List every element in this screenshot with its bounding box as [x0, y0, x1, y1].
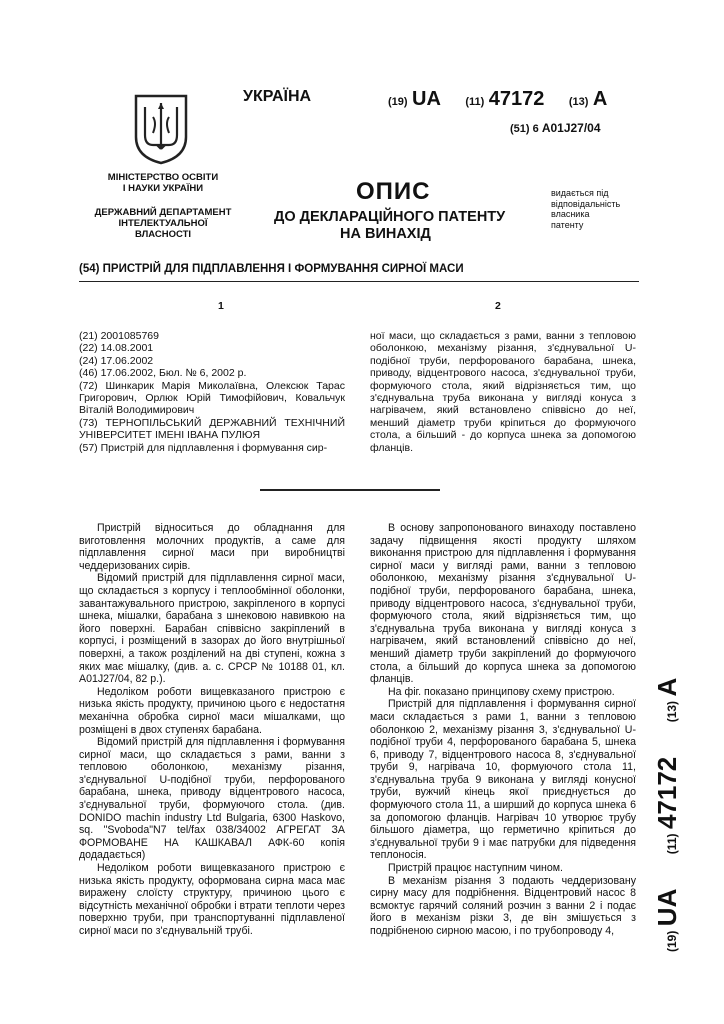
field-72-inventors: (72) Шинкарик Марія Миколаївна, Олексюк Тарас Григорович, Орлюк Юрій Тимофійович, Ковальчук Віталій Володимирович — [79, 379, 345, 417]
country-name: УКРАЇНА — [243, 88, 312, 105]
issued-note — [551, 188, 620, 230]
coat-of-arms-emblem — [133, 93, 189, 165]
paragraph: Недоліком роботи вищевказаного пристрою є низька якість продукту, оформована сирна маса має виражену слоїсту структуру, причиною цього є відсутність механічної обробки і втрати теплоти через поверхню труби, при транспортуванні підплавленої сирної маси по з'єднувальній трубі. — [79, 862, 345, 937]
department-name — [82, 207, 244, 240]
ministry-line-2: І НАУКИ УКРАЇНИ — [122, 183, 204, 194]
paragraph: Недоліком роботи вищевказаного пристрою є низька якість продукту, причиною цього є недостатня механічна обробка сирної маси мішалками, що розміщені в двох ступенях барабана. — [79, 685, 345, 736]
invention-title: (54) ПРИСТРІЙ ДЛЯ ПІДПЛАВЛЕННЯ І ФОРМУВАННЯ СИРНОЇ МАСИ — [79, 263, 464, 275]
column-number-2: 2 — [495, 300, 501, 312]
ministry-line-1: МІНІСТЕРСТВО ОСВІТИ — [107, 172, 219, 183]
issued-note-line-1: видається під — [551, 188, 609, 198]
paragraph: Пристрій відноситься до обладнання для виготовлення молочних продуктів, а саме для підплавлення сирної маси при виробництві чеддеризованих сирів. — [79, 522, 345, 572]
paragraph: Пристрій для підплавлення і формування сирної маси складається з рами 1, ванни з тепловою оболонкою 2, механізму різання 3, з'єднувальної U-подібної труби 4, перфорованого барабана 5, шнека 6, приводу 7, відцентрового насоса 8, з'єднувальної труби 9, нагрівача 10, формуючого стола 11, з'єднувальна труба 9 виконана у вигляді конусної труби, вужчий кінець якої приєднується до формуючого стола 11, а ширший до корпуса шнека 6 за допомогою фланців. Нагрівач 10 утворює трубу більшого діаметра, що герметично кріпиться до з'єднувальної труби 9 і має патрубки для підведення теплоносія. — [370, 698, 636, 862]
title-separator — [79, 281, 639, 282]
side-kind-code: A — [652, 677, 682, 697]
field-22: (22) 14.08.2001 — [79, 342, 154, 355]
code-51: (51) 6 — [510, 123, 539, 135]
department-line-1: ДЕРЖАВНИЙ ДЕПАРТАМЕНТ — [94, 207, 232, 218]
patent-number: 47172 — [488, 88, 545, 110]
paragraph: Відомий пристрій для підплавлення сирної маси, що складається з корпусу і теплообмінної оболонки, завантажувального пристрою, закріпленого в корпусі шнека, мішалки, барабана з шнековою навивкою на його поверхні. Барабан співвісно закріплений в корпусі, і розміщений в зазорах до його внутрішньої поверхні, а також розділений на дві ступені, кожна з яких має мішалку, (див. а. с. СРСР № 10188 01, кл. А01J27/04, 82 р.). — [79, 572, 345, 686]
code-11: (11) — [465, 96, 485, 108]
ipc-class: A01J27/04 — [541, 121, 601, 135]
field-24: (24) 17.06.2002 — [79, 354, 154, 367]
paragraph: Пристрій працює наступним чином. — [388, 862, 564, 875]
paragraph: В механізм різання 3 подають чеддеризовану сирну масу для подрібнення. Відцентровий насос 8 всмоктує гарячий соляний розчин з ванни 2 і подає його в механізм різки 3, де він змішується з подрібненою сирною масою, і по трубопроводу 4, — [370, 874, 636, 937]
country-code: UA — [412, 88, 441, 110]
code-13: (13) — [568, 96, 589, 108]
side-code-13: (13) — [665, 700, 679, 723]
department-line-2: ІНТЕЛЕКТУАЛЬНОЇ — [118, 218, 208, 229]
field-21: (21) 2001085769 — [79, 330, 159, 342]
issued-note-line-2: відповідальність — [551, 198, 621, 209]
claim-continuation: ної маси, що складається з рами, ванни з тепловою оболонкою, механізму різання, з'єднувальної U-подібної труби, перфорованого барабана, шнека, приводу, відцентрового насоса, з'єднувальної труби, формуючого стола, який відрізняється тим, що з'єднувальна труба виконана у вигляді конуса з нагрівачем, який встановлено співвісно до неї, менший діаметр труби кріпиться до формуючого стола, а більший - до корпуса шнека за допомогою фланців. — [370, 330, 636, 454]
document-subtitle-1: ДО ДЕКЛАРАЦІЙНОГО ПАТЕНТУ — [274, 209, 506, 225]
ministry-name — [88, 172, 238, 194]
field-46: (46) 17.06.2002, Бюл. № 6, 2002 р. — [79, 367, 247, 380]
paragraph: В основу запропонованого винаходу поставлено задачу підвищення якості продукту шляхом виконання пристрою для підплавлення і формування сирної маси у вигляді рами, ванни з тепловою оболонкою, механізму різання з'єднувальної U-подібної труби, перфорованого барабана, шнека, приводу відцентрового насоса, з'єднувальної труби, формуючого стола, який відрізняється тим, що з'єднувальна труба виконана у вигляді конуса з нагрівачем, який встановлений співвісно до неї, менший діаметр труби закріплений до формуючого стола, а більший до корпуса шнека за допомогою фланців. — [370, 522, 636, 686]
bibliographic-data — [79, 330, 345, 454]
description-right-column — [370, 522, 636, 938]
ipc-line — [510, 121, 601, 135]
code-19: (19) — [388, 96, 408, 108]
side-code-19: (19) — [665, 930, 679, 952]
claim-separator — [260, 489, 440, 491]
paragraph: Відомий пристрій для підплавлення і формування сирної маси, що складається з рами, ванни з тепловою оболонкою, механізму різання, з'єднувальної U-подібної труби, перфорованого барабана, шнека, приводу відцентрового насоса, з'єднувальної труби, формуючого стола. (див. DONIDO machin industry Ltd Bulgaria, 6300 Haskovo, sq. "Svoboda"N7 tel/fax 038/34002 АГРЕГАТ ЗА ФОРМОВАНЕ НА КАШКАВАЛ АФК-60 копія додадається) — [79, 736, 345, 862]
side-code-11: (11) — [665, 833, 679, 855]
issued-note-line-4: патенту — [551, 219, 584, 230]
side-country-code: UA — [652, 888, 682, 927]
side-patent-number: 47172 — [652, 756, 682, 830]
kind-code: A — [592, 88, 608, 110]
paragraph: На фіг. показано принципову схему пристрою. — [388, 685, 615, 698]
document-subtitle-2: НА ВИНАХІД — [340, 226, 431, 242]
column-number-1: 1 — [218, 300, 224, 312]
description-left-column — [79, 522, 345, 938]
field-73-owner: (73) ТЕРНОПІЛЬСЬКИЙ ДЕРЖАВНИЙ ТЕХНІЧНИЙ УНІВЕРСИТЕТ ІМЕНІ ІВАНА ПУЛЮЯ — [79, 416, 345, 442]
patent-id-line — [388, 88, 633, 114]
issued-note-line-3: власника — [551, 209, 590, 219]
field-57-claim-start: (57) Пристрій для підплавлення і формування сир- — [79, 441, 328, 454]
document-title: ОПИС — [356, 178, 431, 205]
department-line-3: ВЛАСНОСТІ — [134, 229, 192, 240]
side-patent-code — [652, 582, 683, 952]
